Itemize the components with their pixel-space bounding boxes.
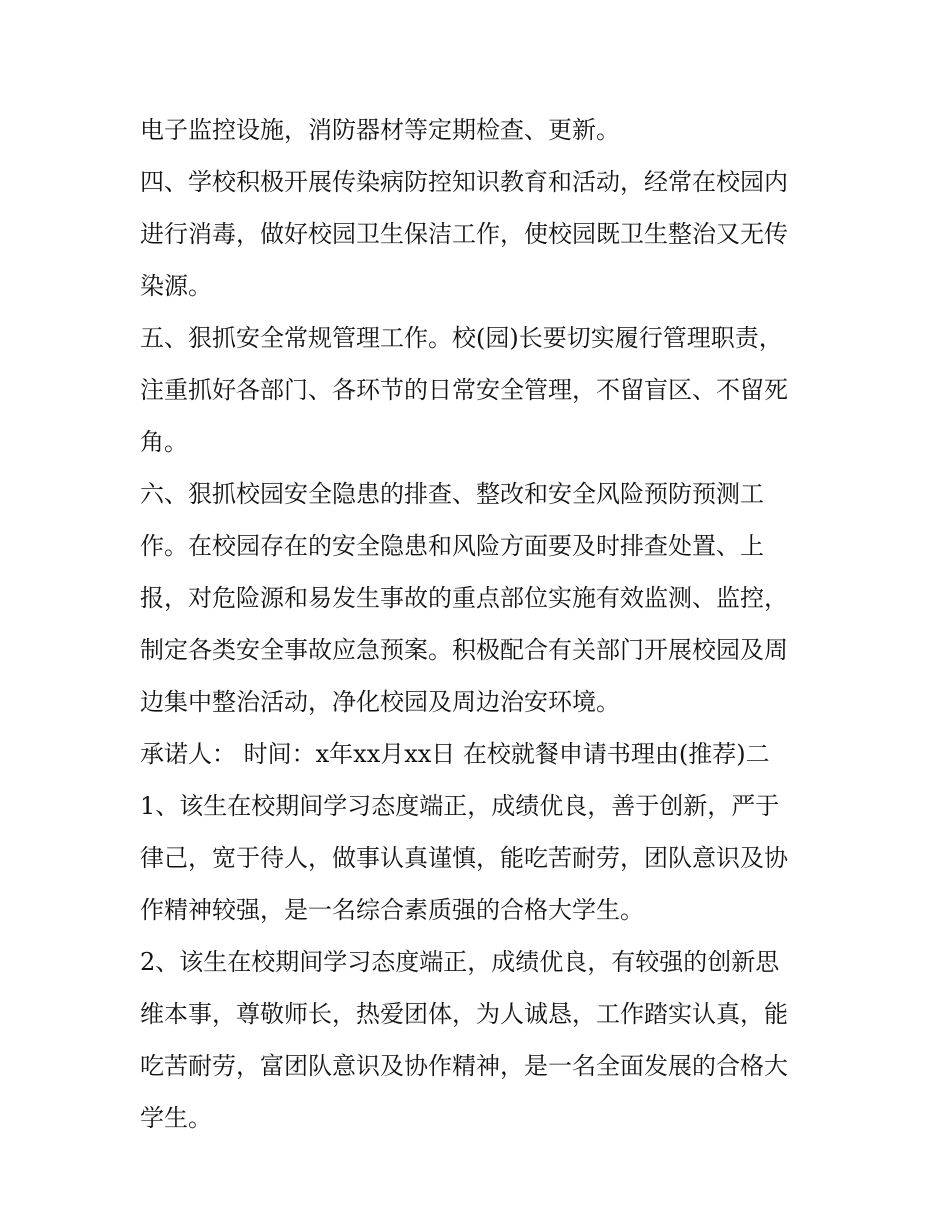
text-line: 作精神较强，是一名综合素质强的合格大学生。 [140, 896, 644, 924]
text-line: 2、该生在校期间学习态度端正，成绩优良，有较强的创新思 [140, 948, 780, 976]
text-line: 进行消毒，做好校园卫生保洁工作，使校园既卫生整治又无传 [140, 220, 788, 248]
text-line: 承诺人： 时间：x年xx月xx日 在校就餐申请书理由(推荐)二 [140, 740, 770, 768]
text-line: 报，对危险源和易发生事故的重点部位实施有效监测、监控， [140, 584, 788, 612]
text-line: 五、狠抓安全常规管理工作。校(园)长要切实履行管理职责， [140, 324, 783, 352]
document-body [140, 104, 820, 1144]
text-line: 学生。 [140, 1104, 212, 1132]
text-line: 注重抓好各部门、各环节的日常安全管理，不留盲区、不留死 [140, 376, 788, 404]
text-line: 1、该生在校期间学习态度端正，成绩优良，善于创新，严于 [140, 792, 780, 820]
text-line: 维本事，尊敬师长，热爱团体，为人诚恳，工作踏实认真，能 [140, 1000, 788, 1028]
text-line: 作。在校园存在的安全隐患和风险方面要及时排查处置、上 [140, 532, 764, 560]
text-line: 律己，宽于待人，做事认真谨慎，能吃苦耐劳，团队意识及协 [140, 844, 788, 872]
text-line: 六、狠抓校园安全隐患的排查、整改和安全风险预防预测工 [140, 480, 764, 508]
text-line: 制定各类安全事故应急预案。积极配合有关部门开展校园及周 [140, 636, 788, 664]
text-line: 角。 [140, 428, 188, 456]
text-line: 四、学校积极开展传染病防控知识教育和活动，经常在校园内 [140, 168, 788, 196]
text-line: 染源。 [140, 272, 212, 300]
text-line: 边集中整治活动，净化校园及周边治安环境。 [140, 688, 620, 716]
text-line: 电子监控设施，消防器材等定期检查、更新。 [140, 116, 620, 144]
text-line: 吃苦耐劳，富团队意识及协作精神，是一名全面发展的合格大 [140, 1052, 788, 1080]
